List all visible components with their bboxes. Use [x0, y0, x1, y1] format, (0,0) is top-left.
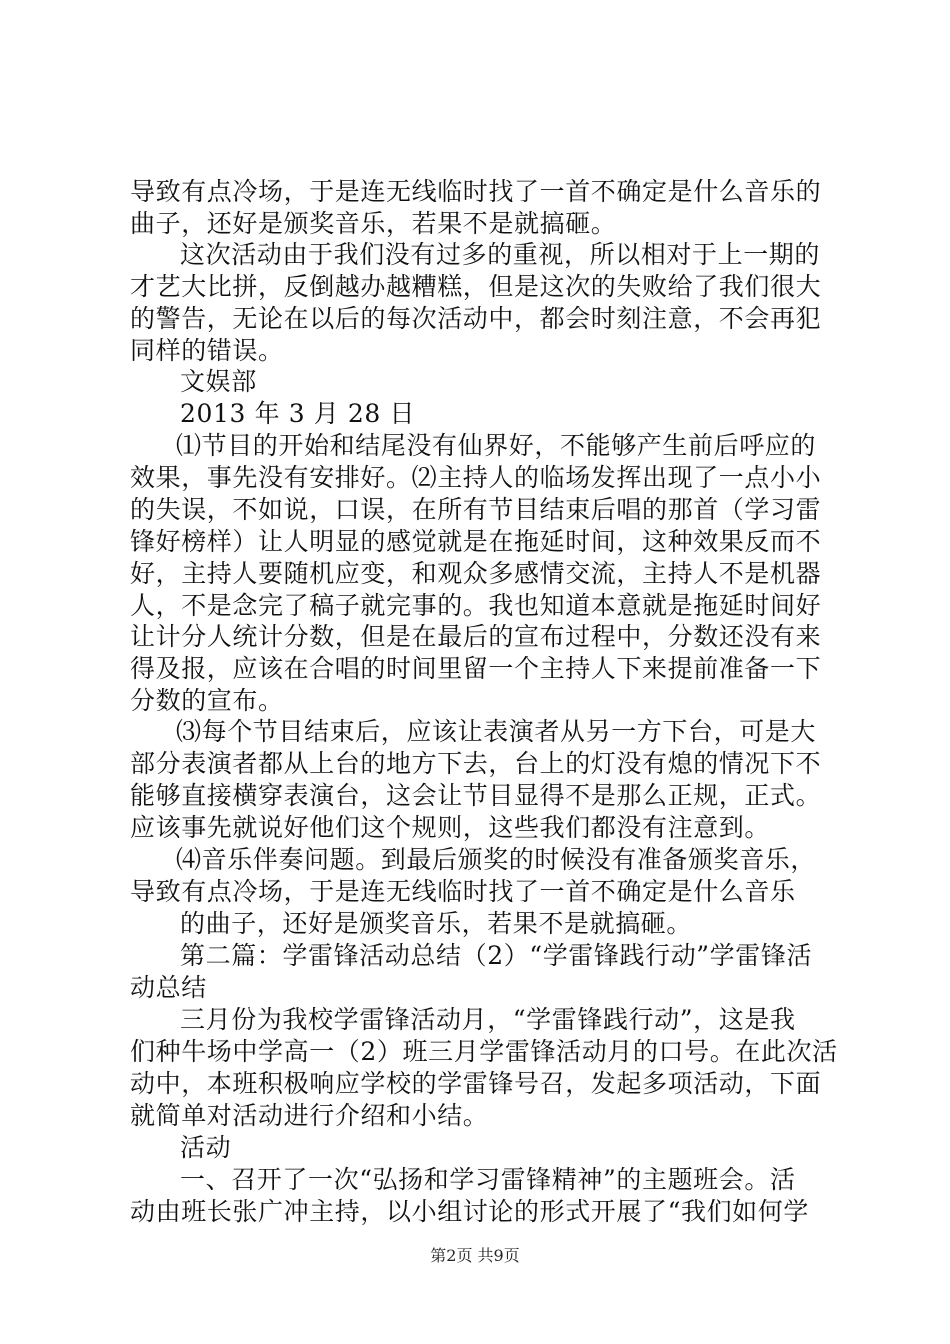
text-line: 第二篇：学雷锋活动总结（2）“学雷锋践行动”学雷锋活: [180, 941, 813, 970]
text-line: 导致有点冷场，于是连无线临时找了一首不确定是什么音乐的: [130, 177, 822, 206]
text-line: 活动: [180, 1133, 232, 1162]
text-line: 动中，本班积极响应学校的学雷锋号召，发起多项活动，下面: [130, 1069, 822, 1098]
text-line: 锋好榜样）让人明显的感觉就是在拖延时间，这种效果反而不: [130, 527, 822, 556]
text-line: 文娱部: [180, 367, 257, 396]
text-line: 同样的错误。: [130, 336, 284, 365]
text-line: 应该事先就说好他们这个规则，这些我们都没有注意到。: [130, 813, 771, 842]
text-line: 效果，事先没有安排好。⑵主持人的临场发挥出现了一点小小: [130, 463, 822, 492]
text-line: 导致有点冷场，于是连无线临时找了一首不确定是什么音乐: [130, 877, 796, 906]
text-line: ⑴节目的开始和结尾没有仙界好，不能够产生前后呼应的: [176, 431, 817, 460]
text-line: 曲子，还好是颁奖音乐，若果不是就搞砸。: [130, 209, 617, 238]
text-line: 部分表演者都从上台的地方下去，台上的灯没有熄的情况下不: [130, 749, 822, 778]
text-line: 能够直接横穿表演台，这会让节目显得不是那么正规，正式。: [130, 781, 822, 810]
text-line: 的警告，无论在以后的每次活动中，都会时刻注意，不会再犯: [130, 304, 822, 333]
text-line: 动总结: [130, 973, 207, 1002]
text-line: 动由班长张广冲主持，以小组讨论的形式开展了“我们如何学: [130, 1197, 809, 1226]
text-line: 得及报，应该在合唱的时间里留一个主持人下来提前准备一下: [130, 654, 822, 683]
text-line: 好，主持人要随机应变，和观众多感情交流，主持人不是机器: [130, 559, 822, 588]
text-line: 的失误，不如说，口误，在所有节目结束后唱的那首（学习雷: [130, 495, 822, 524]
text-line: 就简单对活动进行介绍和小结。: [130, 1101, 489, 1130]
text-line: 分数的宣布。: [130, 686, 284, 715]
text-line: 让计分人统计分数，但是在最后的宣布过程中，分数还没有来: [130, 622, 822, 651]
text-line: 们种牛场中学高一（2）班三月学雷锋活动月的口号。在此次活: [130, 1037, 838, 1066]
page-footer: 第2页 共9页: [430, 1246, 520, 1265]
text-line: 的曲子，还好是颁奖音乐，若果不是就搞砸。: [180, 909, 693, 938]
text-line: ⑶每个节目结束后，应该让表演者从另一方下台，可是大: [176, 717, 817, 746]
text-line: 这次活动由于我们没有过多的重视，所以相对于上一期的: [180, 240, 821, 269]
text-line: 三月份为我校学雷锋活动月，“学雷锋践行动”，这是我: [180, 1005, 796, 1034]
text-line: 才艺大比拼，反倒越办越糟糕，但是这次的失败给了我们很大: [130, 272, 822, 301]
text-line: 人，不是念完了稿子就完事的。我也知道本意就是拖延时间好: [130, 591, 822, 620]
text-line: ⑷音乐伴奏问题。到最后颁奖的时候没有准备颁奖音乐，: [176, 845, 817, 874]
text-line: 2013 年 3 月 28 日: [180, 399, 416, 428]
text-line: 一、召开了一次“弘扬和学习雷锋精神”的主题班会。活: [180, 1165, 796, 1194]
